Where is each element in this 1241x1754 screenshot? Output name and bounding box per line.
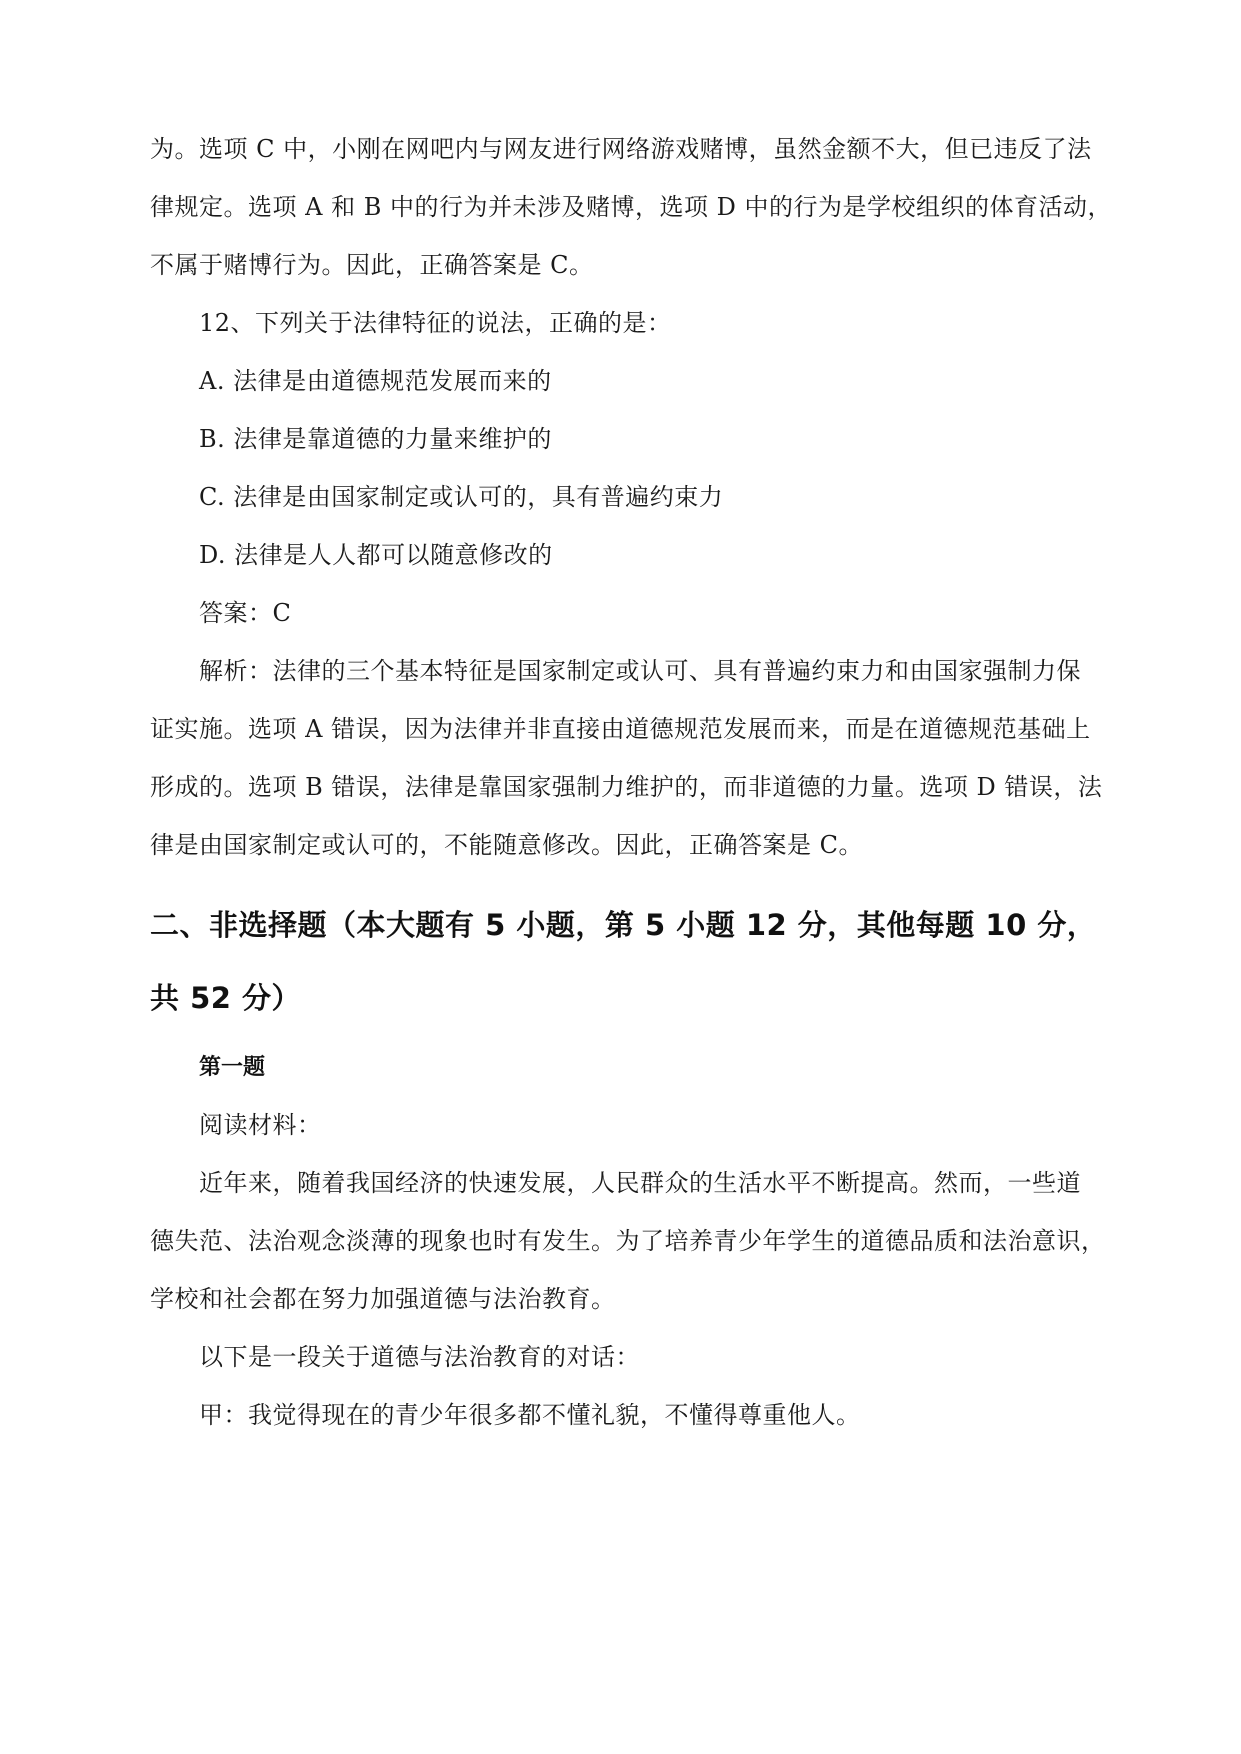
question-12: 12、下列关于法律特征的说法，正确的是： [199, 309, 672, 337]
option-b: B. 法律是靠道德的力量来维护的 [199, 425, 552, 453]
dialog-intro: 以下是一段关于道德与法治教育的对话： [199, 1343, 640, 1371]
answer: 答案：C [199, 599, 292, 627]
dialog-line: 甲：我觉得现在的青少年很多都不懂礼貌，不懂得尊重他人。 [199, 1401, 861, 1429]
material-line: 学校和社会都在努力加强道德与法治教育。 [150, 1285, 616, 1313]
option-d: D. 法律是人人都可以随意修改的 [199, 541, 553, 569]
sub-heading: 第一题 [199, 1055, 266, 1080]
analysis-line: 律是由国家制定或认可的，不能随意修改。因此，正确答案是 C。 [150, 831, 863, 859]
section-heading: 二、非选择题（本大题有 5 小题，第 5 小题 12 分，其他每题 10 分， [150, 908, 1097, 942]
read-label: 阅读材料： [199, 1111, 322, 1139]
analysis-line: 证实施。选项 A 错误，因为法律并非直接由道德规范发展而来，而是在道德规范基础上 [150, 715, 1091, 743]
material-line: 近年来，随着我国经济的快速发展，人民群众的生活水平不断提高。然而，一些道 [199, 1169, 1081, 1197]
paragraph-line: 为。选项 C 中，小刚在网吧内与网友进行网络游戏赌博，虽然金额不大，但已违反了法 [150, 135, 1092, 163]
analysis-line: 解析：法律的三个基本特征是国家制定或认可、具有普遍约束力和由国家强制力保 [199, 657, 1081, 685]
analysis-line: 形成的。选项 B 错误，法律是靠国家强制力维护的，而非道德的力量。选项 D 错误，法 [150, 773, 1103, 801]
paragraph-line: 律规定。选项 A 和 B 中的行为并未涉及赌博，选项 D 中的行为是学校组织的体育活动， [150, 193, 1112, 221]
section-heading-cont: 共 52 分） [150, 981, 302, 1015]
option-c: C. 法律是由国家制定或认可的，具有普遍约束力 [199, 483, 724, 511]
option-a: A. 法律是由道德规范发展而来的 [199, 367, 552, 395]
material-line: 德失范、法治观念淡薄的现象也时有发生。为了培养青少年学生的道德品质和法治意识， [150, 1227, 1106, 1255]
paragraph-line: 不属于赌博行为。因此，正确答案是 C。 [150, 251, 594, 279]
